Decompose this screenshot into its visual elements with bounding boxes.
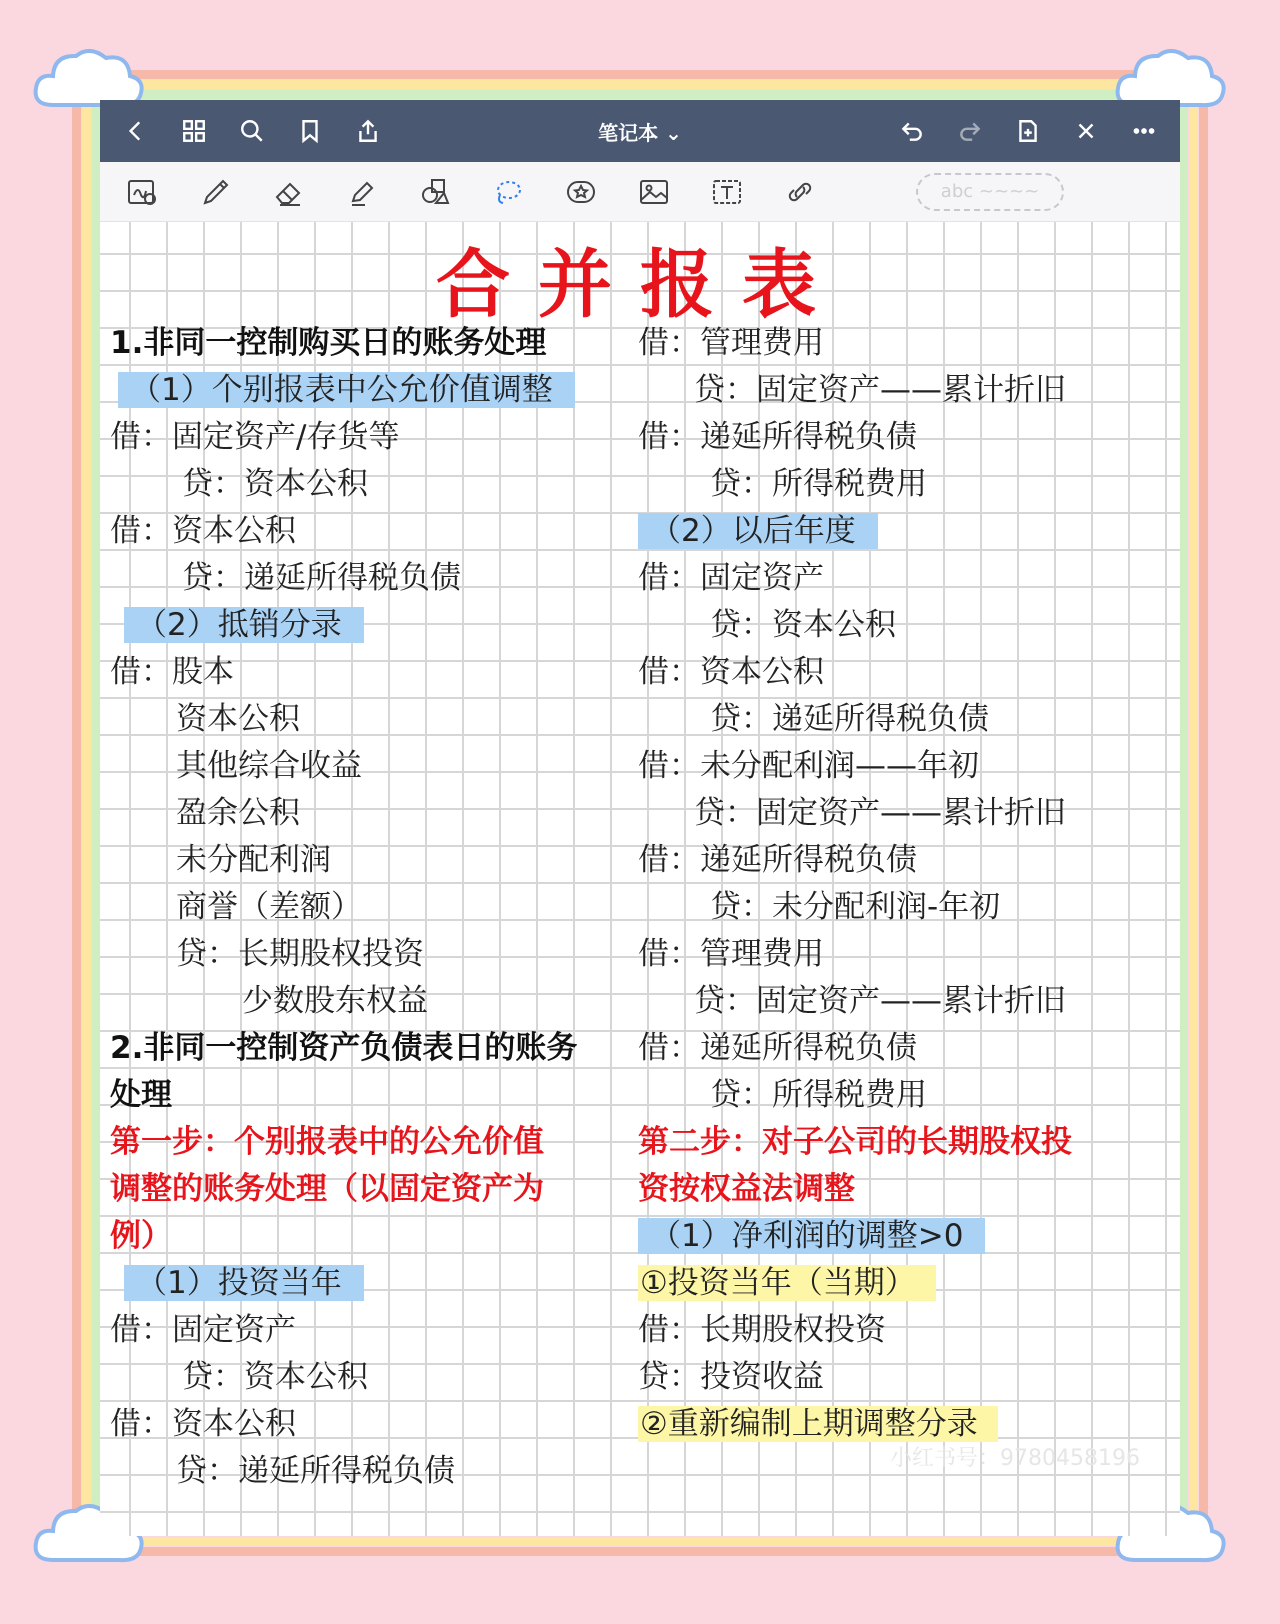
image-icon[interactable] bbox=[627, 169, 681, 215]
entry-line: 贷：所得税费用 bbox=[710, 1077, 927, 1113]
subheading: （2）以后年度 bbox=[638, 513, 878, 549]
zoom-window-icon[interactable] bbox=[116, 169, 170, 215]
entry-line: 盈余公积 bbox=[176, 795, 300, 831]
step-heading: 第二步：对子公司的长期股权投 bbox=[638, 1124, 1072, 1160]
entry-line: 借：管理费用 bbox=[638, 325, 824, 361]
entry-line: 借：管理费用 bbox=[638, 936, 824, 972]
entry-line: 借：资本公积 bbox=[110, 1406, 296, 1442]
text-tool-icon[interactable] bbox=[700, 169, 754, 215]
entry-line: 贷：长期股权投资 bbox=[176, 936, 424, 972]
entry-line: 借：长期股权投资 bbox=[638, 1312, 886, 1348]
text-box-preview[interactable]: abc ~~~~ bbox=[916, 173, 1064, 211]
entry-line: 借：资本公积 bbox=[110, 513, 296, 549]
close-icon[interactable] bbox=[1066, 111, 1106, 151]
entry-line: 贷：递延所得税负债 bbox=[182, 560, 461, 596]
lasso-icon[interactable] bbox=[481, 169, 535, 215]
entry-line: 借：固定资产 bbox=[110, 1312, 296, 1348]
entry-line: 贷：资本公积 bbox=[182, 466, 368, 502]
entry-line: 商誉（差额） bbox=[176, 889, 362, 925]
highlighter-icon[interactable] bbox=[335, 169, 389, 215]
redo-icon[interactable] bbox=[950, 111, 990, 151]
subheading: （1）净利润的调整>0 bbox=[638, 1218, 985, 1254]
entry-line: 贷：递延所得税负债 bbox=[176, 1453, 455, 1489]
section-heading: 2.非同一控制资产负债表日的账务 bbox=[110, 1030, 578, 1066]
yellow-subheading: ①投资当年（当期） bbox=[638, 1265, 936, 1301]
section-heading: 1.非同一控制购买日的账务处理 bbox=[110, 325, 547, 361]
top-bar bbox=[100, 100, 1180, 162]
entry-line: 借：递延所得税负债 bbox=[638, 842, 917, 878]
page-title: 合并报表 bbox=[436, 242, 844, 328]
watermark: 小红书号：9780458196 bbox=[890, 1446, 1140, 1471]
pen-icon[interactable] bbox=[189, 169, 243, 215]
shapes-icon[interactable] bbox=[408, 169, 462, 215]
topbar-right-icons bbox=[874, 111, 1164, 151]
entry-line: 借：股本 bbox=[110, 654, 234, 690]
entry-line: 贷：固定资产——累计折旧 bbox=[694, 983, 1066, 1019]
link-icon[interactable] bbox=[773, 169, 827, 215]
entry-line: 贷：资本公积 bbox=[182, 1359, 368, 1395]
add-page-icon[interactable] bbox=[1008, 111, 1048, 151]
entry-line: 借：固定资产/存货等 bbox=[110, 419, 400, 455]
step-heading: 调整的账务处理（以固定资产为 bbox=[110, 1171, 544, 1207]
entry-line: 未分配利润 bbox=[176, 842, 331, 878]
entry-line: 贷：固定资产——累计折旧 bbox=[694, 795, 1066, 831]
note-page bbox=[100, 222, 1180, 1536]
search-icon[interactable] bbox=[232, 111, 272, 151]
sticker-icon[interactable] bbox=[554, 169, 608, 215]
eraser-icon[interactable] bbox=[262, 169, 316, 215]
entry-line: 贷：递延所得税负债 bbox=[710, 701, 989, 737]
entry-line: 贷：资本公积 bbox=[710, 607, 896, 643]
notes-app bbox=[100, 100, 1180, 1536]
entry-line: 贷：固定资产——累计折旧 bbox=[694, 372, 1066, 408]
subheading: （1）投资当年 bbox=[124, 1265, 364, 1301]
entry-line: 借：未分配利润——年初 bbox=[638, 748, 979, 784]
entry-line: 贷：投资收益 bbox=[638, 1359, 824, 1395]
entry-line: 借：递延所得税负债 bbox=[638, 419, 917, 455]
grid-icon[interactable] bbox=[174, 111, 214, 151]
entry-line: 少数股东权益 bbox=[242, 983, 428, 1019]
tool-bar bbox=[100, 162, 1180, 222]
entry-line: 借：递延所得税负债 bbox=[638, 1030, 917, 1066]
back-icon[interactable] bbox=[116, 111, 156, 151]
more-icon[interactable] bbox=[1124, 111, 1164, 151]
undo-icon[interactable] bbox=[892, 111, 932, 151]
entry-line: 借：固定资产 bbox=[638, 560, 824, 596]
bookmark-icon[interactable] bbox=[290, 111, 330, 151]
entry-line: 贷：未分配利润-年初 bbox=[710, 889, 1001, 925]
entry-line: 贷：所得税费用 bbox=[710, 466, 927, 502]
step-heading: 资按权益法调整 bbox=[638, 1171, 855, 1207]
step-heading: 第一步：个别报表中的公允价值 bbox=[110, 1124, 544, 1160]
subheading: （2）抵销分录 bbox=[124, 607, 364, 643]
entry-line: 资本公积 bbox=[176, 701, 300, 737]
yellow-subheading: ②重新编制上期调整分录 bbox=[638, 1406, 998, 1442]
subheading: （1）个别报表中公允价值调整 bbox=[118, 372, 575, 408]
share-icon[interactable] bbox=[348, 111, 388, 151]
step-heading: 例） bbox=[110, 1218, 172, 1254]
entry-line: 其他综合收益 bbox=[176, 748, 362, 784]
entry-line: 借：资本公积 bbox=[638, 654, 824, 690]
section-heading: 处理 bbox=[110, 1077, 172, 1113]
notebook-title[interactable]: 笔记本 ⌄ bbox=[598, 120, 682, 145]
